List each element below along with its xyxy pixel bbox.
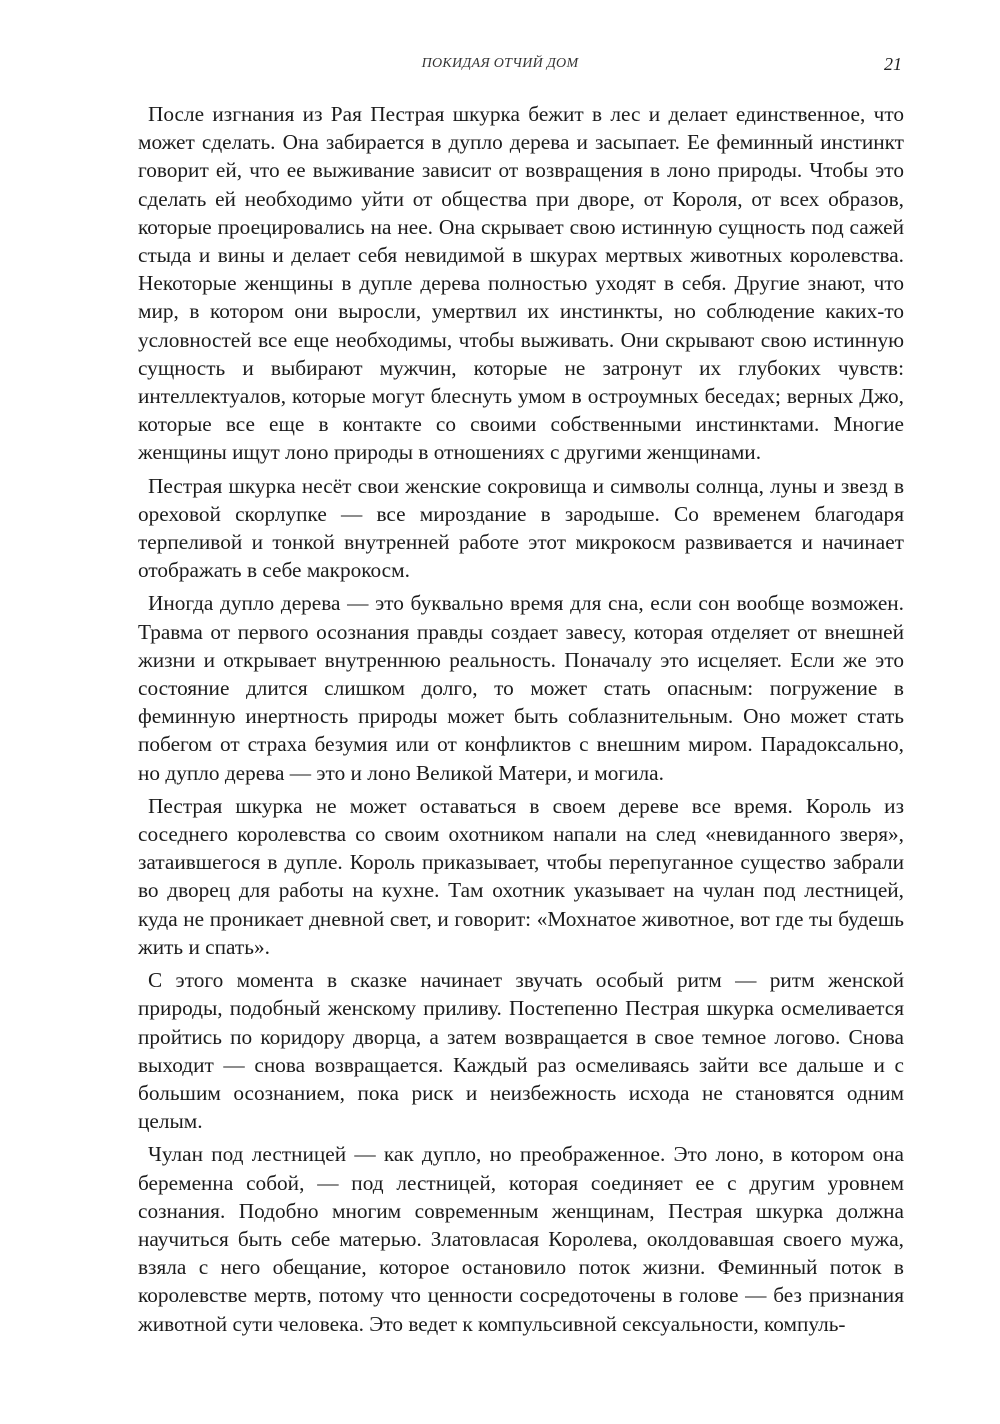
paragraph-6: Чулан под лестницей — как дупло, но преображенное. Это лоно, в котором она беременна собой, — под лестницей, которая соединяет ее с другим уровнем сознания. Подобно многим современным женщинам, Пестрая шкурка должна научиться быть себе матерью. Златовласая Королева, околдовавшая своего мужа, взяла с него обещание, которое остановило поток жизни. Феминный поток в королевстве мертв, потому что ценности сосредоточены в голове — без признания животной сути человека. Это ведет к компульсивной сексуальности, компуль- bbox=[138, 1142, 904, 1336]
page-number: 21 bbox=[884, 54, 902, 74]
paragraph-1: После изгнания из Рая Пестрая шкурка бежит в лес и делает единственное, что может сделать. Она забирается в дупло дерева и засыпает. Ее феминный инстинкт говорит ей, что ее выживание зависит от возвращения в лоно природы. Чтобы это сделать ей необходимо уйти от общества при дворе, от Короля, от всех образов, которые проецировались на нее. Она скрывает свою истинную сущность под сажей стыда и вины и делает себя невидимой в шкурах мертвых животных королевства. Некоторые женщины в дупле дерева полностью уходят в себя. Другие знают, что мир, в котором они выросли, умертвил их инстинкты, но соблюдение каких-то условностей все еще необходимы, чтобы выживать. Они скрывают свою истинную сущность и выбирают мужчин, которые не затронут их глубоких чувств: интеллектуалов, которые могут блеснуть умом в остроумных беседах; верных Джо, которые все еще в контакте со своими собственными инстинктами. Многие женщины ищут лоно природы в отношениях с другими женщинами. bbox=[138, 102, 904, 465]
paragraph-2: Пестрая шкурка несёт свои женские сокровища и символы солнца, луны и звезд в ореховой скорлупке — все мироздание в зародыше. Со временем благодаря терпеливой и тонкой внутренней работе этот микрокосм развивается и начинает отображать в себе макрокосм. bbox=[138, 473, 904, 583]
paragraph-3: Иногда дупло дерева — это буквально время для сна, если сон вообще возможен. Травма от первого осознания правды создает завесу, которая отделяет от внешней жизни и открывает внутреннюю реальность. Поначалу это исцеляет. Если же это состояние длится слишком долго, то может стать опасным: погружение в феминную инертность природы может быть соблазнительным. Оно может стать побегом от страха безумия или от конфликтов с внешним миром. Парадоксально, но дупло дерева — это и лоно Великой Матери, и могила. bbox=[138, 591, 904, 785]
paragraph-5: С этого момента в сказке начинает звучать особый ритм — ритм женской природы, подобный женскому приливу. Постепенно Пестрая шкурка осмеливается пройтись по коридору дворца, а затем возвращается в свое темное логово. Снова выходит — снова возвращается. Каждый раз осмеливаясь зайти все дальше и с большим осознанием, пока риск и неизбежность исхода не становятся одним целым. bbox=[138, 968, 904, 1134]
paragraph-4: Пестрая шкурка не может оставаться в своем дереве все время. Король из соседнего королевства со своим охотником напали на след «невиданного зверя», затаившегося в дупле. Король приказывает, чтобы перепуганное существо забрали во дворец для работы на кухне. Там охотник указывает на чулан под лестницей, куда не проникает дневной свет, и говорит: «Мохнатое животное, вот где ты будешь жить и спать». bbox=[138, 793, 904, 959]
body-text bbox=[138, 100, 904, 1343]
running-title: ПОКИДАЯ ОТЧИЙ ДОМ bbox=[421, 56, 579, 71]
